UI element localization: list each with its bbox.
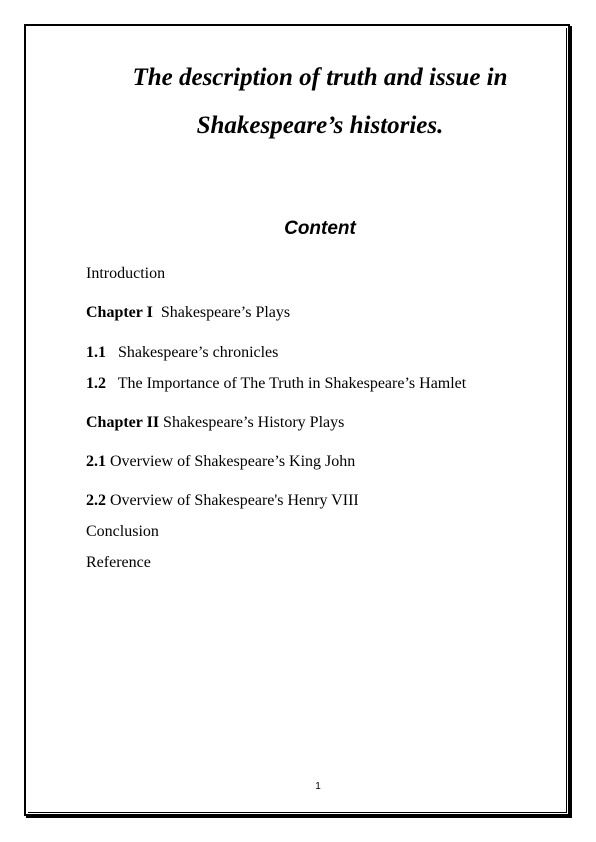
toc-item-1-2-number: 1.2 bbox=[86, 375, 106, 392]
toc-item-2-1-number: 2.1 bbox=[86, 453, 106, 470]
toc-item-1-1-number: 1.1 bbox=[86, 344, 106, 361]
document-title: The description of truth and issue in Shakespeare’s histories. bbox=[132, 64, 508, 139]
toc-item-1-1 bbox=[86, 343, 278, 363]
toc-item-1-2-text: The Importance of The Truth in Shakespeare’s Hamlet bbox=[117, 375, 467, 392]
toc-chapter-1 bbox=[86, 303, 290, 323]
toc-item-2-1 bbox=[86, 452, 355, 472]
toc-item-2-2-number: 2.2 bbox=[86, 492, 106, 509]
toc-chapter-2-text: Shakespeare’s History Plays bbox=[163, 414, 345, 431]
toc-item-2-2 bbox=[86, 491, 359, 511]
toc-chapter-1-text: Shakespeare’s Plays bbox=[160, 304, 291, 321]
page-number: 1 bbox=[315, 781, 321, 792]
toc-chapter-1-label: Chapter I bbox=[86, 304, 153, 321]
toc-chapter-2 bbox=[86, 413, 344, 433]
toc-chapter-2-label: Chapter II bbox=[86, 414, 160, 431]
toc-reference: Reference bbox=[86, 554, 151, 571]
toc-conclusion: Conclusion bbox=[86, 523, 159, 540]
toc-item-2-1-text: Overview of Shakespeare’s King John bbox=[110, 453, 356, 470]
toc-introduction: Introduction bbox=[86, 265, 166, 282]
toc-item-2-2-text: Overview of Shakespeare's Henry VIII bbox=[110, 492, 359, 509]
toc-item-1-2 bbox=[86, 374, 466, 394]
toc-item-1-1-text: Shakespeare’s chronicles bbox=[118, 344, 279, 361]
content-heading: Content bbox=[284, 218, 356, 239]
